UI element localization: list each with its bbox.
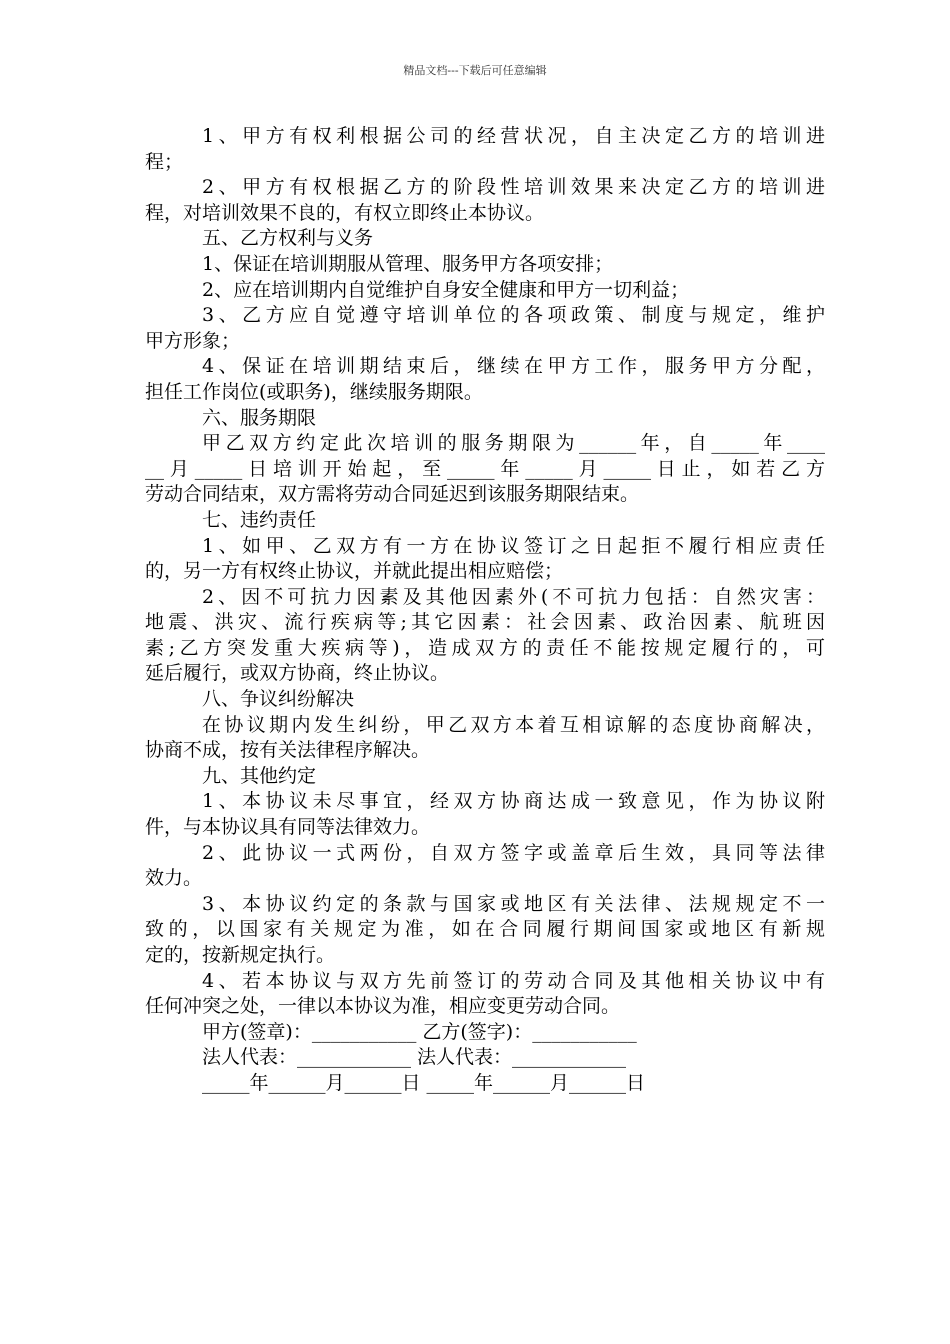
text-line: 效力。	[145, 867, 203, 890]
text-line: __月_____日培训开始起，至_____年_____月_____日止，如若乙方	[145, 457, 825, 480]
text-line: 任何冲突之处，一律以本协议为准，相应变更劳动合同。	[145, 995, 621, 1018]
text-line: 3、乙方应自觉遵守培训单位的各项政策、制度与规定，维护	[202, 304, 825, 327]
text-line: 2、应在培训期内自觉维护自身安全健康和甲方一切利益；	[202, 278, 690, 301]
text-line: 程，对培训效果不良的，有权立即终止本协议。	[145, 201, 545, 224]
signature-line: _____年______月______日 _____年______月______日	[202, 1071, 646, 1094]
text-line: 2、因不可抗力因素及其他因素外(不可抗力包括：自然灾害：	[202, 585, 825, 608]
text-line: 4、保证在培训期结束后，继续在甲方工作，服务甲方分配，	[202, 355, 825, 378]
signature-line: 甲方(签章)：___________ 乙方(签字)：___________	[202, 1020, 637, 1043]
document-body	[145, 124, 825, 1097]
text-line: 1、本协议未尽事宜，经双方协商达成一致意见，作为协议附	[202, 790, 825, 813]
text-line: 劳动合同结束，双方需将劳动合同延迟到该服务期限结束。	[145, 483, 640, 506]
text-line: 程；	[145, 150, 184, 173]
text-line: 2、此协议一式两份，自双方签字或盖章后生效，具同等法律	[202, 841, 825, 864]
text-line: 2、甲方有权根据乙方的阶段性培训效果来决定乙方的培训进	[202, 176, 825, 199]
text-line: 1、保证在培训期服从管理、服务甲方各项安排；	[202, 252, 614, 275]
text-line: 九、其他约定	[202, 764, 317, 787]
text-line: 素;乙方突发重大疾病等)，造成双方的责任不能按规定履行的，可	[145, 636, 825, 659]
text-line: 五、乙方权利与义务	[202, 227, 374, 250]
text-line: 4、若本协议与双方先前签订的劳动合同及其他相关协议中有	[202, 969, 825, 992]
text-line: 1、如甲、乙双方有一方在协议签订之日起拒不履行相应责任	[202, 534, 825, 557]
text-line: 甲方形象；	[145, 329, 241, 352]
text-line: 3、本协议约定的条款与国家或地区有关法律、法规规定不一	[202, 892, 825, 915]
text-line: 1、甲方有权利根据公司的经营状况，自主决定乙方的培训进	[202, 125, 825, 147]
text-line: 七、违约责任	[202, 508, 317, 531]
text-line: 甲乙双方约定此次培训的服务期限为______年，自_____年____	[202, 432, 825, 455]
text-line: 定的，按新规定执行。	[145, 944, 336, 966]
text-line: 八、争议纠纷解决	[202, 688, 355, 711]
text-line: 担任工作岗位(或职务)，继续服务期限。	[145, 380, 483, 403]
text-line: 在协议期内发生纠纷，甲乙双方本着互相谅解的态度协商解决，	[202, 713, 825, 736]
text-line: 协商不成，按有关法律程序解决。	[145, 739, 431, 762]
text-line: 地震、洪灾、流行疾病等;其它因素：社会因素、政治因素、航班因	[145, 611, 825, 634]
text-line: 件，与本协议具有同等法律效力。	[145, 816, 431, 839]
page-header: 精品文档---下载后可任意编辑	[403, 64, 547, 77]
text-line: 致的，以国家有关规定为准，如在合同履行期间国家或地区有新规	[145, 918, 825, 941]
text-line: 六、服务期限	[202, 406, 317, 429]
signature-line: 法人代表：____________ 法人代表：____________	[202, 1046, 627, 1069]
text-line: 延后履行，或双方协商，终止协议。	[145, 662, 450, 685]
text-line: 的，另一方有权终止协议，并就此提出相应赔偿；	[145, 560, 564, 583]
